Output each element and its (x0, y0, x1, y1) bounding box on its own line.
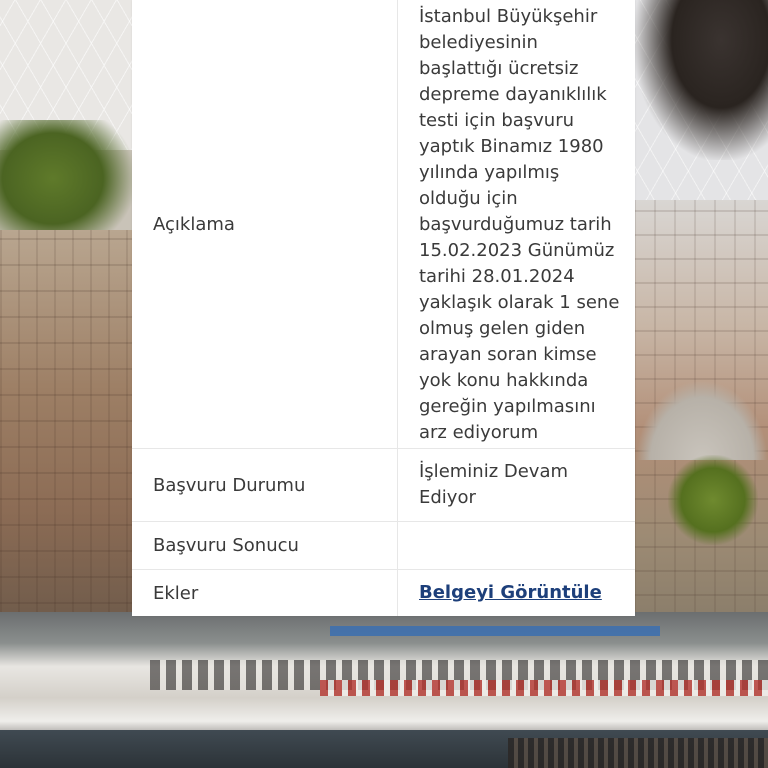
ferry-blue-stripe (330, 626, 660, 636)
table-row-status (132, 449, 635, 522)
result-value (398, 522, 635, 569)
table-row-attachments (132, 570, 635, 616)
view-document-link[interactable]: Belgeyi Görüntüle (419, 582, 602, 603)
ferry-red-lifebuoys (320, 680, 768, 696)
attachments-label: Ekler (132, 570, 398, 616)
trees-right-image (668, 455, 758, 545)
status-label: Başvuru Durumu (132, 449, 398, 521)
attachments-value (398, 570, 635, 616)
crowd-image (508, 738, 768, 768)
city-buildings-left (0, 230, 132, 630)
description-label: Açıklama (132, 0, 398, 448)
table-row-result (132, 522, 635, 570)
seagull-wing-image (634, 0, 768, 160)
mosque-dome-image (636, 380, 768, 460)
description-value: İstanbul Büyükşehir belediyesinin başlattığı ücretsiz depreme dayanıklılık testi için başvuru yaptık Binamız 1980 yılında yapılmış olduğu için başvurduğumuz tarih 15.02.2023 Günümüz tarihi 28.01.2024 yaklaşık olarak 1 sene olmuş gelen giden arayan soran kimse yok konu hakkında gereğin yapılmasını arz ediyorum (419, 6, 620, 443)
result-label: Başvuru Sonucu (132, 522, 398, 569)
status-value: İşleminiz Devam Ediyor (419, 461, 569, 508)
application-details-table (132, 0, 635, 616)
table-row-description (132, 0, 635, 449)
